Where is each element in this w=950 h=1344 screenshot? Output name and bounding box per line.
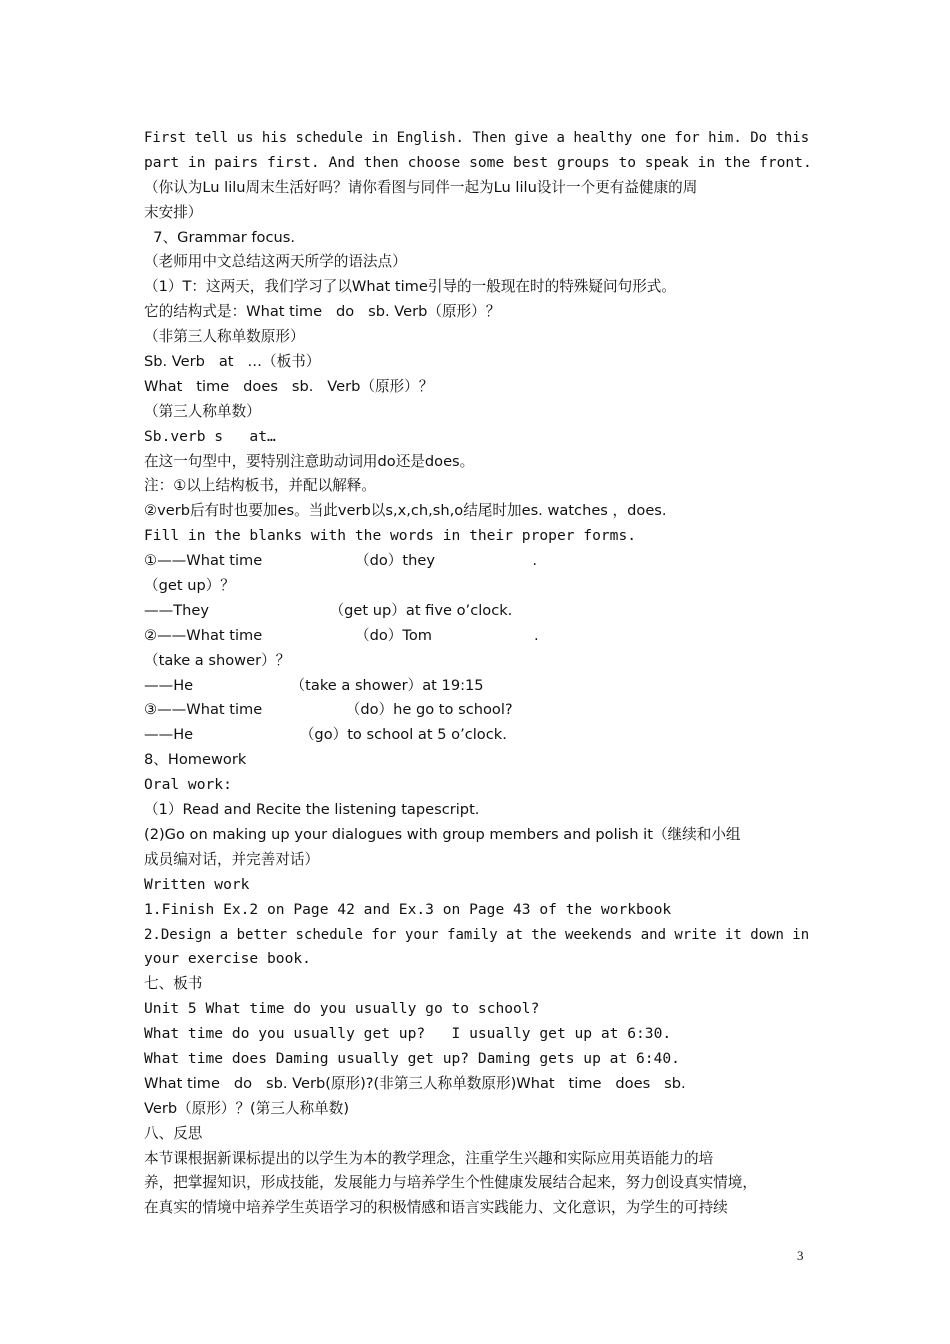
text-line: ②——What time （do）Tom . [144,626,539,644]
text-line: （1）T：这两天，我们学习了以What time引导的一般现在时的特殊疑问句形式。 [144,278,676,296]
text-line: 七、板书 [144,975,203,993]
text-line: （非第三人称单数原形） [144,328,305,346]
text-line: 养，把掌握知识，形成技能，发展能力与培养学生个性健康发展结合起来，努力创设真实情境， [144,1174,757,1192]
text-line: 在真实的情境中培养学生英语学习的积极情感和语言实践能力、文化意识，为学生的可持续 [144,1199,728,1217]
text-line: Sb. Verb at …（板书） [144,353,321,371]
text-line: ——He （take a shower）at 19:15 [144,676,484,694]
text-line: What time do you usually get up? I usually get up at 6:30. [144,1025,672,1043]
text-line: 2.Design a better schedule for your family at the weekends and write it down in [144,926,810,943]
text-line: What time does Daming usually get up? Daming gets up at 6:40. [144,1049,680,1067]
text-line: ——He （go）to school at 5 o’clock. [144,726,507,744]
text-line: Written work [144,875,250,893]
document-body [144,126,816,1221]
text-line: （你认为Lu lilu周末生活好吗？请你看图与同伴一起为Lu lilu设计一个更有益健康的周 [144,178,698,196]
text-line: Unit 5 What time do you usually go to school? [144,1000,540,1018]
page-number: 3 [797,1248,804,1263]
text-line: 它的结构式是：What time do sb. Verb（原形）？ [144,303,501,321]
text-line: Fill in the blanks with the words in their proper forms. [144,527,637,545]
text-line: 8、Homework [144,751,247,769]
text-line: 本节课根据新课标提出的以学生为本的教学理念，注重学生兴趣和实际应用英语能力的培 [144,1149,714,1167]
text-line: part in pairs first. And then choose some best groups to speak in the front. [144,153,812,171]
text-line: （take a shower）？ [144,651,291,669]
text-line: What time do sb. Verb(原形)?(非第三人称单数原形)What time does sb. [144,1074,686,1092]
text-line: ——They （get up）at five o’clock. [144,601,513,619]
text-line: (2)Go on making up your dialogues with group members and polish it（继续和小组 [144,825,741,843]
text-line: ③——What time （do）he go to school? [144,701,513,719]
text-line: 末安排） [144,203,203,221]
text-line: your exercise book. [144,950,311,968]
text-line: ②verb后有时也要加es。当此verb以s,x,ch,sh,o结尾时加es. watches ，does. [144,502,667,520]
text-line: What time does sb. Verb（原形）？ [144,377,434,395]
text-line: Sb.verb s at… [144,427,276,445]
text-line: Oral work: [144,776,232,794]
text-line: First tell us his schedule in English. Then give a healthy one for him. Do this [144,130,810,146]
text-line: 注：①以上结构板书，并配以解释。 [144,477,376,495]
text-line: （get up）？ [144,577,235,595]
text-line: 成员编对话，并完善对话） [144,850,320,868]
text-line: （1）Read and Recite the listening tapescript. [144,801,480,819]
text-line: 八、反思 [144,1124,203,1142]
text-line: Verb（原形）？(第三人称单数) [144,1099,350,1117]
text-line: 在这一句型中，要特别注意助动词用do还是does。 [144,452,475,470]
text-line: 1.Finish Ex.2 on Page 42 and Ex.3 on Page 43 of the workbook [144,900,672,918]
text-line: （老师用中文总结这两天所学的语法点） [144,253,407,271]
text-line: （第三人称单数） [144,402,261,420]
text-line: 7、Grammar focus. [144,228,296,246]
text-line: ①——What time （do）they . [144,552,538,570]
